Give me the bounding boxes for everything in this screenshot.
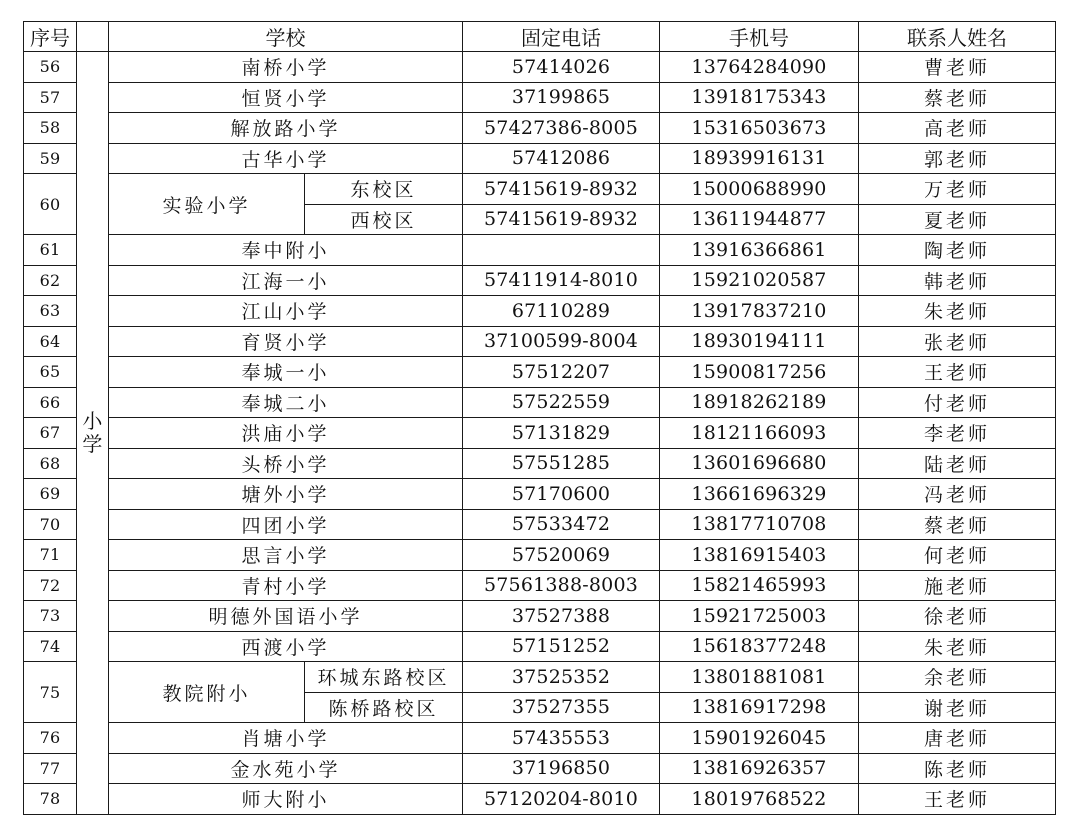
header-contact: 联系人姓名 [859, 22, 1056, 52]
seq-cell: 75 [24, 662, 77, 723]
mobile-cell: 13816917298 [660, 692, 859, 723]
phone-cell: 57427386-8005 [463, 113, 660, 144]
contact-cell: 何老师 [859, 540, 1056, 571]
contact-cell: 曹老师 [859, 52, 1056, 83]
seq-cell: 66 [24, 387, 77, 418]
phone-cell: 57522559 [463, 387, 660, 418]
campus-cell: 环城东路校区 [305, 662, 463, 693]
contact-cell: 冯老师 [859, 479, 1056, 510]
school-cell: 恒贤小学 [109, 82, 463, 113]
phone-cell: 57411914-8010 [463, 265, 660, 296]
school-cell: 思言小学 [109, 540, 463, 571]
contact-cell: 韩老师 [859, 265, 1056, 296]
seq-cell: 60 [24, 174, 77, 235]
school-cell: 奉中附小 [109, 235, 463, 266]
campus-cell: 陈桥路校区 [305, 692, 463, 723]
table-row [24, 662, 1056, 693]
mobile-cell: 15821465993 [660, 570, 859, 601]
phone-cell: 57512207 [463, 357, 660, 388]
phone-cell: 57412086 [463, 143, 660, 174]
school-cell: 奉城一小 [109, 357, 463, 388]
seq-cell: 65 [24, 357, 77, 388]
table-row [24, 509, 1056, 540]
phone-cell: 37100599-8004 [463, 326, 660, 357]
phone-cell: 57435553 [463, 723, 660, 754]
table-row [24, 174, 1056, 205]
mobile-cell: 15000688990 [660, 174, 859, 205]
phone-cell [463, 235, 660, 266]
category-label: 小学 [82, 408, 103, 456]
mobile-cell: 18918262189 [660, 387, 859, 418]
table-row [24, 631, 1056, 662]
header-category [77, 22, 109, 52]
phone-cell: 37199865 [463, 82, 660, 113]
header-row [24, 22, 1056, 52]
table-row [24, 448, 1056, 479]
mobile-cell: 15901926045 [660, 723, 859, 754]
phone-cell: 57561388-8003 [463, 570, 660, 601]
school-cell: 古华小学 [109, 143, 463, 174]
header-school: 学校 [109, 22, 463, 52]
mobile-cell: 18019768522 [660, 784, 859, 815]
campus-cell: 东校区 [305, 174, 463, 205]
contact-cell: 谢老师 [859, 692, 1056, 723]
contact-cell: 万老师 [859, 174, 1056, 205]
school-cell: 奉城二小 [109, 387, 463, 418]
phone-cell: 37527355 [463, 692, 660, 723]
mobile-cell: 13816926357 [660, 753, 859, 784]
mobile-cell: 13601696680 [660, 448, 859, 479]
school-contact-table [23, 21, 1056, 815]
seq-cell: 78 [24, 784, 77, 815]
table-row [24, 418, 1056, 449]
table-body [24, 52, 1056, 815]
contact-cell: 张老师 [859, 326, 1056, 357]
contact-cell: 陈老师 [859, 753, 1056, 784]
seq-cell: 74 [24, 631, 77, 662]
table-row [24, 82, 1056, 113]
school-cell: 南桥小学 [109, 52, 463, 83]
contact-cell: 蔡老师 [859, 509, 1056, 540]
school-cell: 教院附小 [109, 662, 305, 723]
seq-cell: 71 [24, 540, 77, 571]
phone-cell: 57533472 [463, 509, 660, 540]
seq-cell: 72 [24, 570, 77, 601]
phone-cell: 57520069 [463, 540, 660, 571]
contact-cell: 付老师 [859, 387, 1056, 418]
school-cell: 育贤小学 [109, 326, 463, 357]
school-cell: 明德外国语小学 [109, 601, 463, 632]
school-cell: 四团小学 [109, 509, 463, 540]
table-row [24, 357, 1056, 388]
mobile-cell: 13801881081 [660, 662, 859, 693]
school-cell: 江海一小 [109, 265, 463, 296]
mobile-cell: 13611944877 [660, 204, 859, 235]
phone-cell: 37196850 [463, 753, 660, 784]
seq-cell: 70 [24, 509, 77, 540]
table-row [24, 570, 1056, 601]
school-cell: 师大附小 [109, 784, 463, 815]
school-cell: 金水苑小学 [109, 753, 463, 784]
school-cell: 江山小学 [109, 296, 463, 327]
phone-cell: 67110289 [463, 296, 660, 327]
phone-cell: 57170600 [463, 479, 660, 510]
contact-cell: 余老师 [859, 662, 1056, 693]
mobile-cell: 13817710708 [660, 509, 859, 540]
header-mobile: 手机号 [660, 22, 859, 52]
mobile-cell: 18930194111 [660, 326, 859, 357]
table-row [24, 265, 1056, 296]
table-row [24, 540, 1056, 571]
mobile-cell: 13917837210 [660, 296, 859, 327]
school-cell: 解放路小学 [109, 113, 463, 144]
mobile-cell: 15921020587 [660, 265, 859, 296]
table-row [24, 296, 1056, 327]
table-row [24, 753, 1056, 784]
phone-cell: 57131829 [463, 418, 660, 449]
header-phone: 固定电话 [463, 22, 660, 52]
phone-cell: 57551285 [463, 448, 660, 479]
contact-cell: 李老师 [859, 418, 1056, 449]
contact-cell: 高老师 [859, 113, 1056, 144]
table-row [24, 723, 1056, 754]
mobile-cell: 13918175343 [660, 82, 859, 113]
seq-cell: 57 [24, 82, 77, 113]
table-row [24, 235, 1056, 266]
seq-cell: 63 [24, 296, 77, 327]
table-row [24, 326, 1056, 357]
seq-cell: 77 [24, 753, 77, 784]
school-cell: 塘外小学 [109, 479, 463, 510]
school-cell: 肖塘小学 [109, 723, 463, 754]
seq-cell: 61 [24, 235, 77, 266]
campus-cell: 西校区 [305, 204, 463, 235]
school-cell: 洪庙小学 [109, 418, 463, 449]
contact-cell: 徐老师 [859, 601, 1056, 632]
phone-cell: 57151252 [463, 631, 660, 662]
table-row [24, 52, 1056, 83]
table-row [24, 113, 1056, 144]
seq-cell: 69 [24, 479, 77, 510]
seq-cell: 67 [24, 418, 77, 449]
mobile-cell: 18121166093 [660, 418, 859, 449]
table-row [24, 143, 1056, 174]
seq-cell: 64 [24, 326, 77, 357]
school-cell: 实验小学 [109, 174, 305, 235]
mobile-cell: 13764284090 [660, 52, 859, 83]
phone-cell: 57415619-8932 [463, 174, 660, 205]
mobile-cell: 13916366861 [660, 235, 859, 266]
seq-cell: 56 [24, 52, 77, 83]
mobile-cell: 13816915403 [660, 540, 859, 571]
contact-cell: 夏老师 [859, 204, 1056, 235]
phone-cell: 57120204-8010 [463, 784, 660, 815]
table-row [24, 601, 1056, 632]
contact-cell: 陆老师 [859, 448, 1056, 479]
mobile-cell: 18939916131 [660, 143, 859, 174]
table-row [24, 387, 1056, 418]
contact-cell: 唐老师 [859, 723, 1056, 754]
contact-cell: 蔡老师 [859, 82, 1056, 113]
seq-cell: 62 [24, 265, 77, 296]
header-seq: 序号 [24, 22, 77, 52]
mobile-cell: 13661696329 [660, 479, 859, 510]
contact-cell: 王老师 [859, 357, 1056, 388]
phone-cell: 37527388 [463, 601, 660, 632]
category-cell [77, 52, 109, 815]
phone-cell: 57415619-8932 [463, 204, 660, 235]
contact-cell: 施老师 [859, 570, 1056, 601]
contact-cell: 陶老师 [859, 235, 1056, 266]
table-row [24, 784, 1056, 815]
contact-cell: 朱老师 [859, 296, 1056, 327]
mobile-cell: 15618377248 [660, 631, 859, 662]
seq-cell: 76 [24, 723, 77, 754]
school-cell: 西渡小学 [109, 631, 463, 662]
phone-cell: 37525352 [463, 662, 660, 693]
mobile-cell: 15921725003 [660, 601, 859, 632]
contact-cell: 王老师 [859, 784, 1056, 815]
school-cell: 青村小学 [109, 570, 463, 601]
contact-cell: 郭老师 [859, 143, 1056, 174]
seq-cell: 58 [24, 113, 77, 144]
school-cell: 头桥小学 [109, 448, 463, 479]
contact-cell: 朱老师 [859, 631, 1056, 662]
phone-cell: 57414026 [463, 52, 660, 83]
seq-cell: 59 [24, 143, 77, 174]
mobile-cell: 15900817256 [660, 357, 859, 388]
table-row [24, 479, 1056, 510]
mobile-cell: 15316503673 [660, 113, 859, 144]
seq-cell: 73 [24, 601, 77, 632]
seq-cell: 68 [24, 448, 77, 479]
